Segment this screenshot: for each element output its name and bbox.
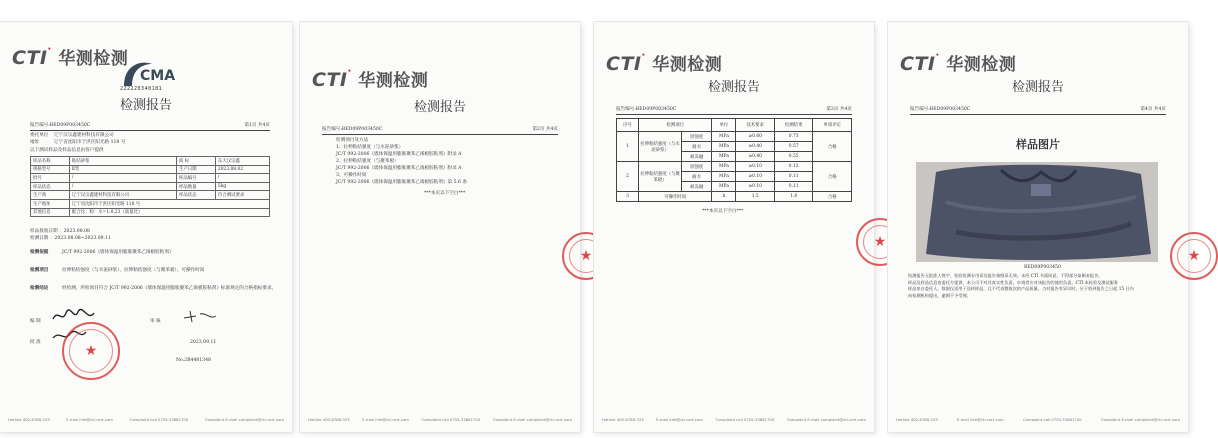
info-label: 样品数量 (176, 182, 215, 191)
info-label: 规格型号 (31, 165, 70, 174)
info-label: 生产商 (31, 191, 70, 200)
result-unit: MPa (712, 132, 736, 142)
report-number: 报告编号:BED09P003450C (616, 107, 677, 112)
info-label: 生产日期 (176, 165, 215, 174)
cti-logo-cn: 华测检测 (652, 55, 723, 75)
footer-email: E-mail info@cti-cert.com (66, 417, 113, 422)
footer-hotline: Hotline 400-6788-333 (308, 417, 350, 422)
info-row (31, 199, 270, 208)
red-seal-stamp: ★ (856, 218, 904, 266)
info-label: 样品状态 (176, 191, 215, 200)
cma-mark-icon (122, 58, 176, 88)
result-value: 0.73 (774, 132, 813, 142)
page-number: 第4页 共4页 (1140, 107, 1166, 112)
info-label: 商 标 (176, 157, 215, 166)
statement-line: 检测报告无批准人签字、检验检测专用章及报告骑缝章无效。未经 CTI 书面同意，不得部分复制本报告。 (908, 273, 1103, 278)
info-row (31, 165, 270, 174)
result-unit: MPa (712, 162, 736, 172)
results-header-cell: 单项评定 (813, 119, 852, 132)
result-requirement: ≥0.10 (736, 182, 775, 192)
method-line: JC/T 992-2006《墙体保温用膨胀聚苯乙烯板胶粘剂》第 5.6 条 (336, 180, 467, 185)
items-value: 拉伸粘结强度（与水泥砂浆）、拉伸粘结强度（与聚苯板）、可操作时间 (62, 268, 205, 273)
info-value: 辽宁汉宗鑫建材科技有限公司 (69, 191, 176, 200)
results-row (617, 192, 852, 202)
approved-label: 批 准 (30, 340, 41, 345)
cti-logo: CTI· 华测检测 (12, 44, 129, 69)
report-number: 报告编号:BED09P003450C (910, 107, 971, 112)
info-value: 2023.08.02 (215, 165, 269, 174)
info-value: 配合比：粉：水=1:0.23（质量比） (69, 208, 269, 217)
photo-caption: BED09P003450 (1024, 265, 1061, 270)
info-value: 5kg (215, 182, 269, 191)
statement-line: 向检测机构提出，逾期不予受理。 (908, 292, 971, 298)
report-page-1 (0, 22, 292, 432)
report-page-4 (888, 22, 1201, 432)
info-value: / (69, 182, 176, 191)
cti-logo-cn: 华测检测 (946, 55, 1017, 75)
footer-complaint-email: Complaint E-mail complaint@cti-cert.com (204, 417, 284, 422)
page-title: 检测报告 (119, 98, 172, 113)
cti-logo: CTI· 华测检测 (606, 50, 723, 75)
page-number: 第1页 共4页 (244, 123, 270, 128)
result-value: 0.55 (774, 152, 813, 162)
approved-date: 2023.09.11 (190, 340, 217, 345)
page-title: 检测报告 (413, 100, 466, 115)
result-value: 0.13 (774, 162, 813, 172)
footer-complaint-email: Complaint E-mail complaint@cti-cert.com (492, 417, 572, 422)
method-heading: 检测项目及方法 (336, 138, 369, 143)
result-subitem: 耐水 (682, 172, 712, 182)
cti-logo: CTI· 华测检测 (312, 66, 429, 91)
method-line: JC/T 992-2006《墙体保温用膨胀聚苯乙烯板胶粘剂》附录 A (336, 166, 462, 171)
cti-logo-text: CTI (312, 69, 348, 91)
results-header-cell: 技术要求 (736, 119, 775, 132)
info-value: 辽宁省沈阳市于洪区阳光路 118 号 (69, 199, 269, 208)
method-line: 1、拉伸粘结强度（与水泥砂浆） (336, 145, 404, 150)
footer-complaint-email: Complaint E-mail complaint@cti-cert.com (786, 417, 866, 422)
entrust-label: 委托单位 (30, 133, 49, 138)
info-label: 生产地址 (31, 199, 70, 208)
result-unit: MPa (712, 172, 736, 182)
basis-label: 检测依据 (30, 250, 49, 255)
result-unit: MPa (712, 142, 736, 152)
results-header-cell: 检测项目 (639, 119, 712, 132)
page-title: 检测报告 (707, 80, 760, 95)
red-seal-stamp: ★ (562, 232, 610, 280)
report-page-2 (300, 22, 593, 432)
results-header-cell: 单位 (712, 119, 736, 132)
info-note: 以下测试样品及样品信息由客户提供 (30, 148, 104, 153)
report-number: 报告编号:BED09P003450C (30, 123, 91, 128)
sample-info-table (30, 156, 270, 217)
conclusion-label: 检测结论 (30, 286, 49, 291)
address-value: 辽宁省沈阳市于洪区阳光路 118 号 (54, 140, 126, 145)
info-row (31, 208, 270, 217)
result-subitem: 耐水 (682, 142, 712, 152)
result-index: 3 (617, 192, 639, 202)
cma-label: CMA (140, 68, 176, 84)
result-requirement: ≥0.40 (736, 152, 775, 162)
report-page-3 (594, 22, 887, 432)
sample-bag-photo (916, 162, 1158, 262)
info-label: 样品状态 (31, 182, 70, 191)
result-value: 1.8 (774, 192, 813, 202)
info-value: / (215, 174, 269, 183)
results-row (617, 162, 852, 172)
result-requirement: ≥0.60 (736, 132, 775, 142)
blank-note: ***本页以下空白*** (702, 209, 744, 214)
header-rule (322, 134, 558, 135)
cert-number: No.2B4481348 (176, 358, 211, 363)
result-requirement: ≥0.40 (736, 142, 775, 152)
info-label: 样品名称 (31, 157, 70, 166)
result-subitem: 原强度 (682, 132, 712, 142)
header-rule (910, 114, 1166, 115)
results-row (617, 132, 852, 142)
cti-logo-text: CTI (606, 53, 642, 75)
checked-label: 审 核 (150, 319, 161, 324)
cti-logo-text: CTI (900, 53, 936, 75)
test-date: 检测日期 ：2023.08.08~2023.09.11 (30, 236, 111, 241)
statement-line: 样品及样品信息由委托方提供，本公司不对其真实性负责。申请者应对该报告的使用负责。CTI 本检验及测试服务 (908, 279, 1118, 285)
conclusion-value: 经检测，所检项目符合 JC/T 992-2006《墙体保温用膨胀聚苯乙烯板胶粘剂》标准规定的合格指标要求。 (62, 286, 277, 291)
info-value: 粘结砂浆 (69, 157, 176, 166)
result-item: 拉伸粘结强度（与水泥砂浆） (639, 132, 682, 162)
method-line: 3、可操作时间 (336, 173, 367, 178)
footer-email: E-mail info@cti-cert.com (956, 417, 1004, 422)
result-evaluation: 合格 (813, 132, 852, 162)
info-label: 其他信息 (31, 208, 70, 217)
results-header-cell: 序号 (617, 119, 639, 132)
footer-hotline: Hotline 400-6788-333 (8, 417, 50, 422)
red-seal-stamp: ★ (1170, 232, 1218, 280)
results-header-row (617, 119, 852, 132)
info-label: 样品编号 (176, 174, 215, 183)
results-header-cell: 检测结果 (774, 119, 813, 132)
page-number: 第2页 共4页 (532, 127, 558, 132)
red-seal-stamp: ★ (62, 322, 120, 380)
result-unit: h (712, 192, 736, 202)
footer (8, 417, 284, 422)
page-number: 第3页 共4页 (826, 107, 852, 112)
footer-complaint-call: Complaint call 0755-33681700 (715, 417, 775, 422)
info-label: 批号 (31, 174, 70, 183)
footer (896, 417, 1180, 422)
info-value: 东大汉宗鑫 (215, 157, 269, 166)
info-value: 符合测试要求 (215, 191, 269, 200)
footer-email: E-mail info@cti-cert.com (362, 417, 409, 422)
result-subitem: 耐冻融 (682, 182, 712, 192)
info-value: / (69, 174, 176, 183)
info-row (31, 182, 270, 191)
cti-logo-text: CTI (12, 47, 48, 69)
result-item: 拉伸粘结强度（与聚苯板） (639, 162, 682, 192)
result-item: 可操作时间 (639, 192, 712, 202)
footer-complaint-call: Complaint call 0755-33681700 (129, 417, 189, 422)
result-unit: MPa (712, 182, 736, 192)
items-label: 检测项目 (30, 268, 49, 273)
results-table (616, 118, 852, 202)
method-line: JC/T 992-2006《墙体保温用膨胀聚苯乙烯板胶粘剂》附录 A (336, 152, 462, 157)
cti-logo-cn: 华测检测 (58, 49, 129, 69)
prepared-label: 编 制 (30, 319, 41, 324)
footer-hotline: Hotline 400-6788-333 (602, 417, 644, 422)
receive-date: 样品接收日期 ：2023.08.08 (30, 229, 90, 234)
page-title: 检测报告 (1011, 80, 1064, 95)
result-evaluation: 合格 (813, 162, 852, 192)
result-value: 0.11 (774, 172, 813, 182)
basis-value: JC/T 992-2006《墙体保温用膨胀聚苯乙烯板胶粘剂》 (62, 250, 174, 255)
sample-photo-title: 样品图片 (1016, 138, 1060, 151)
result-evaluation: 合格 (813, 192, 852, 202)
result-value: 0.11 (774, 182, 813, 192)
info-row (31, 191, 270, 200)
footer-complaint-call: Complaint call 0755-33681700 (421, 417, 481, 422)
result-requirement: ≥0.10 (736, 172, 775, 182)
result-requirement: ≥0.10 (736, 162, 775, 172)
footer (602, 417, 866, 422)
statement-line: 样品来自委托人，数据仅适用于送样样品，且不代表整批次的产品质量。当对报告有异议时，应于收到报告之日起 15 日内 (908, 286, 1134, 291)
result-index: 2 (617, 162, 639, 192)
header-rule (30, 130, 270, 131)
blank-note: ***本页以下空白*** (424, 191, 466, 196)
info-row (31, 157, 270, 166)
address-label: 地址 (30, 140, 40, 145)
result-subitem: 原强度 (682, 162, 712, 172)
report-number: 报告编号:BED09P003450C (322, 127, 383, 132)
result-index: 1 (617, 132, 639, 162)
info-value: Ⅱ型 (69, 165, 176, 174)
info-row (31, 174, 270, 183)
result-unit: MPa (712, 152, 736, 162)
footer-hotline: Hotline 400-6788-333 (896, 417, 938, 422)
method-line: 2、拉伸粘结强度（与聚苯板） (336, 159, 399, 164)
cti-logo-cn: 华测检测 (358, 71, 429, 91)
footer-complaint-email: Complaint E-mail complaint@cti-cert.com (1100, 417, 1180, 422)
cti-logo: CTI· 华测检测 (900, 50, 1017, 75)
result-requirement: 1.5 (736, 192, 775, 202)
footer-complaint-call: Complaint call 0755-33681700 (1022, 417, 1082, 422)
result-value: 0.57 (774, 142, 813, 152)
result-subitem: 耐冻融 (682, 152, 712, 162)
cma-number: 222220340181 (120, 86, 163, 92)
footer (308, 417, 572, 422)
header-rule (616, 114, 852, 115)
footer-email: E-mail info@cti-cert.com (656, 417, 703, 422)
checked-signature-icon (180, 308, 220, 324)
entrust-value: 辽宁汉宗鑫建材科技有限公司 (54, 133, 114, 138)
